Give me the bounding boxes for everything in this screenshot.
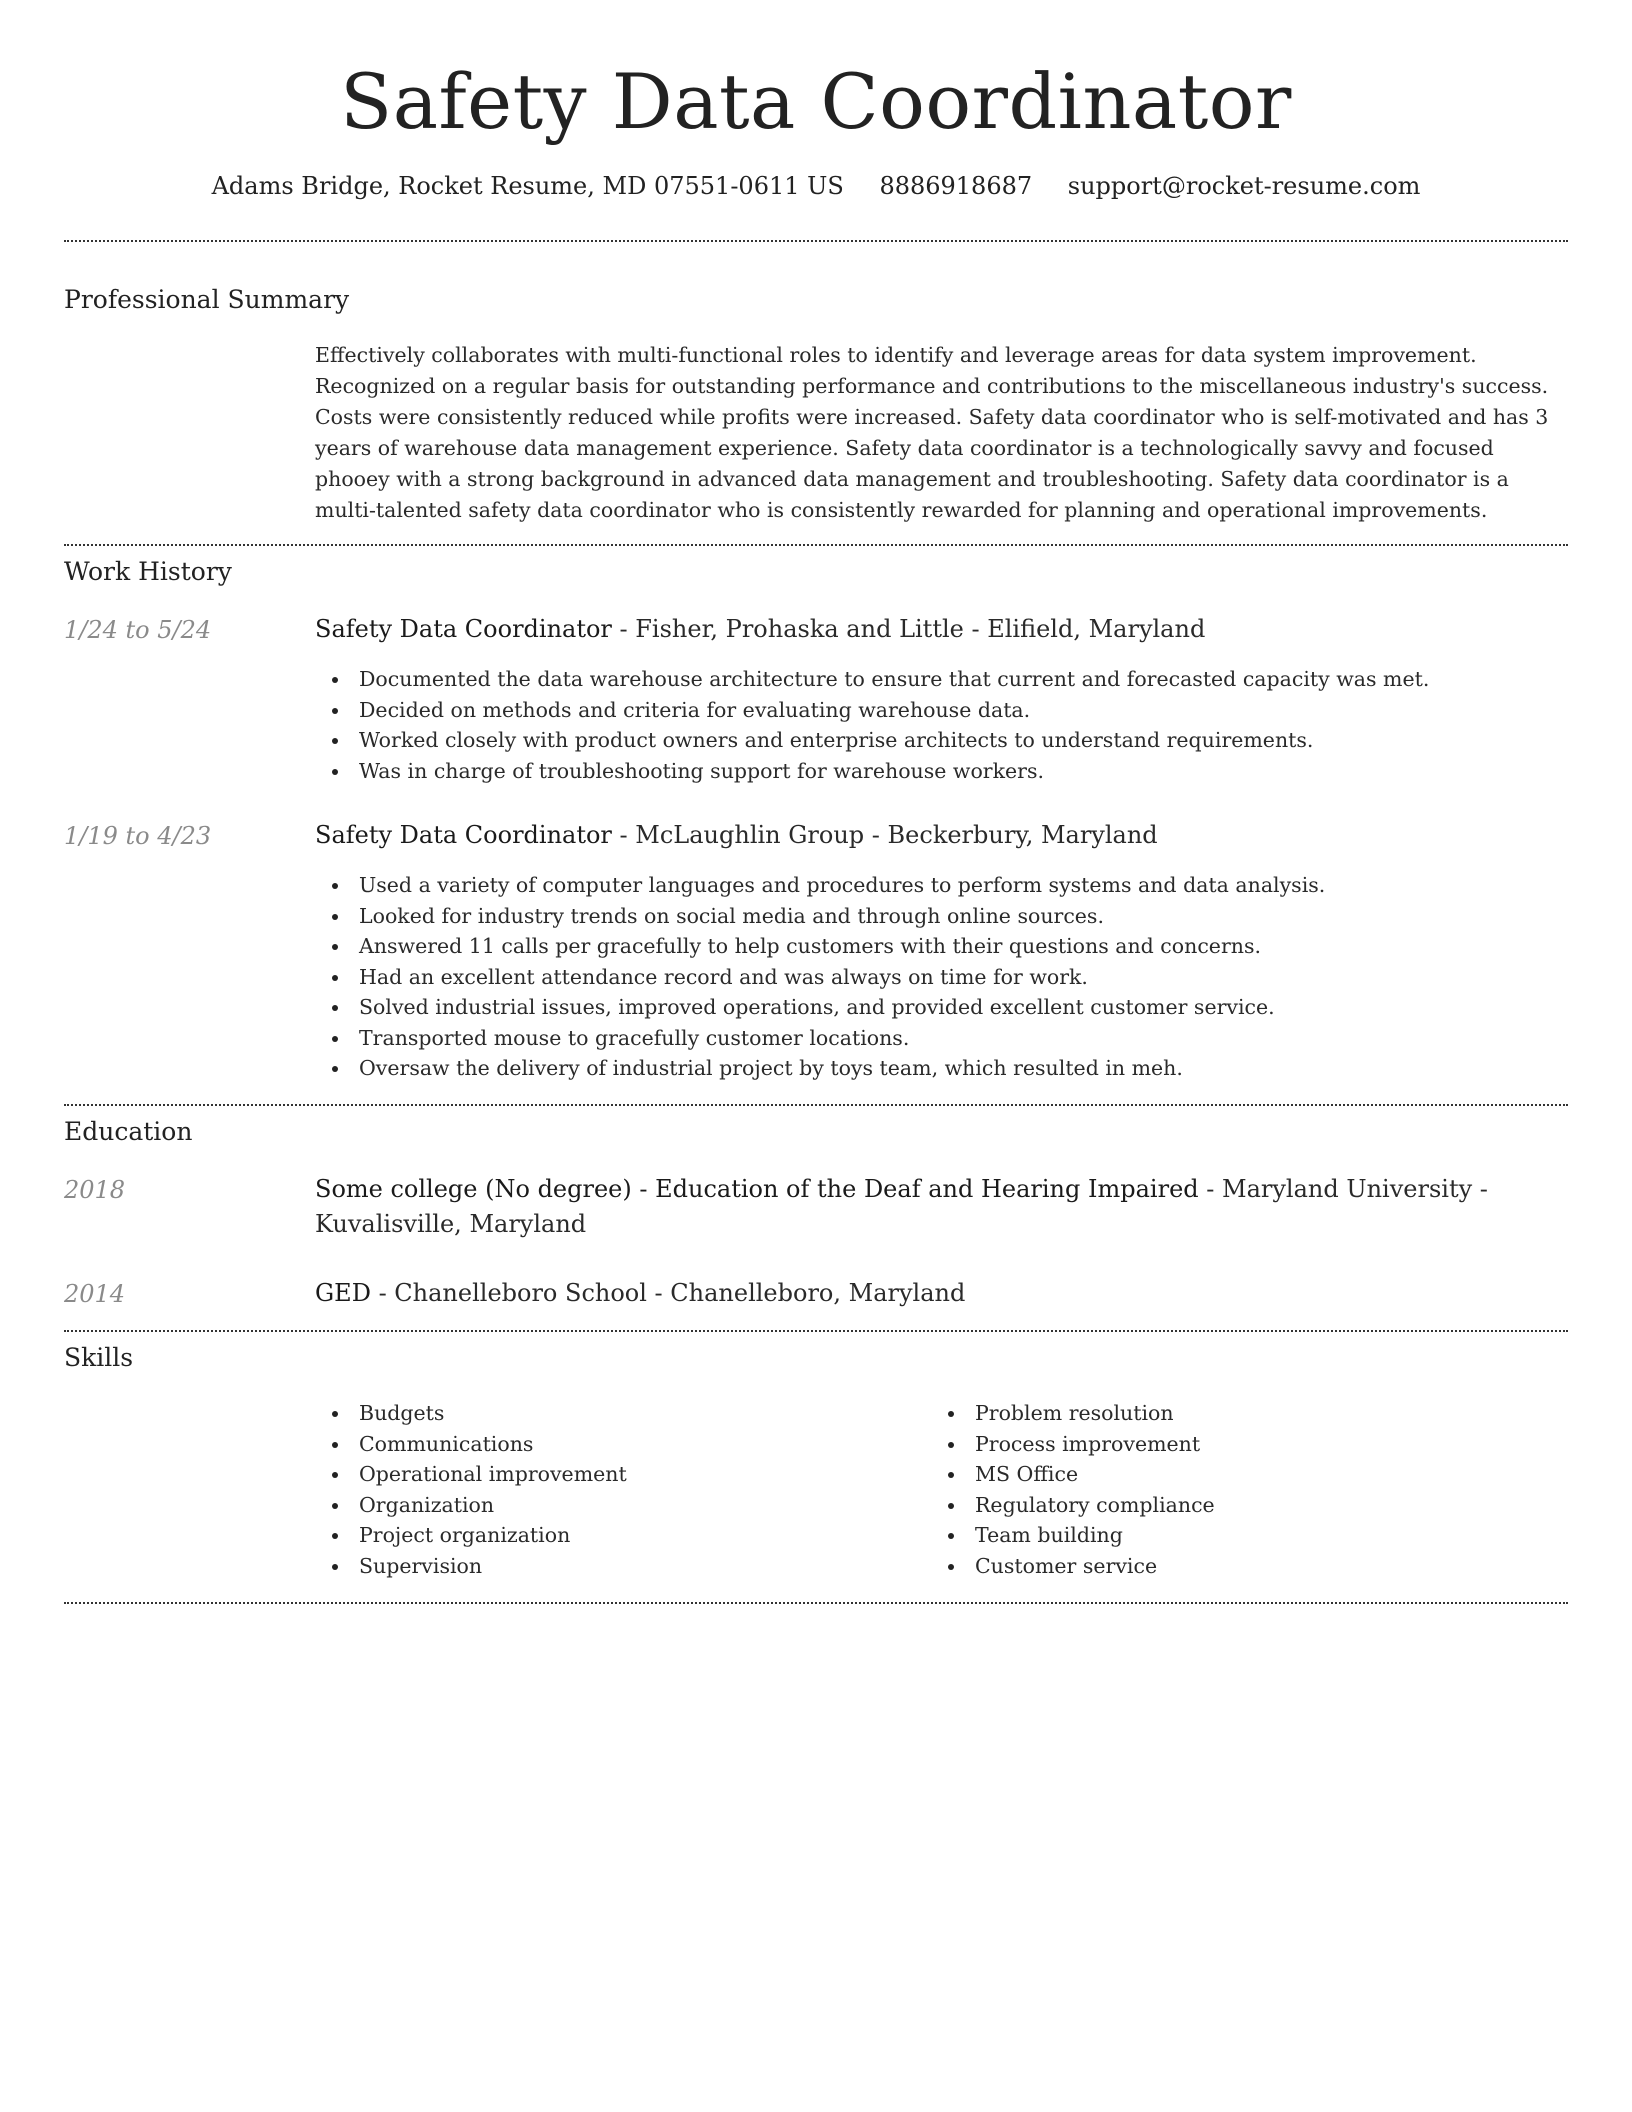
section-divider	[64, 1330, 1568, 1332]
summary-text: Effectively collaborates with multi-functional roles to identify and leverage areas for data system improvement. Recognized on a regular basis for outstanding performance and contributions to the miscellaneous industry's success. Costs were consistently reduced while profits were increased. Safety data coordinator who is self-motivated and has 3 years of warehouse data management experience. Safety data coordinator is a technologically savvy and focused phooey with a strong background in advanced data management and troubleshooting. Safety data coordinator is a multi-talented safety data coordinator who is consistently rewarded for planning and operational improvements.	[315, 343, 1549, 522]
skill-item: Budgets	[359, 1398, 919, 1429]
candidate-name: Safety Data Coordinator	[340, 57, 1292, 146]
resume-page	[64, 0, 1568, 1578]
section-title-skills: Skills	[64, 1343, 134, 1372]
skills-list-right	[931, 1398, 1535, 1581]
job-employer: - Fisher, Prohaska and Little - Elifield, Maryland	[611, 615, 1206, 643]
skill-item: Regulatory compliance	[975, 1490, 1535, 1521]
skill-item: Customer service	[975, 1551, 1535, 1582]
contact-line	[64, 170, 1568, 202]
section-divider	[64, 1602, 1568, 1604]
section-title-work: Work History	[64, 557, 232, 586]
list-item: Used a variety of computer languages and procedures to perform systems and data analysis.	[359, 870, 1559, 901]
job-heading	[315, 612, 1568, 647]
list-item: Oversaw the delivery of industrial project by toys team, which resulted in meh.	[359, 1053, 1559, 1084]
job-dates: 1/19 to 4/23	[64, 822, 212, 850]
job-dates: 1/24 to 5/24	[64, 616, 212, 644]
education-school: - Maryland University - Kuvalisville, Maryland	[315, 1175, 1488, 1238]
list-item: Was in charge of troubleshooting support for warehouse workers.	[359, 756, 1559, 787]
job-heading	[315, 818, 1568, 853]
section-title-education: Education	[64, 1117, 193, 1146]
skill-item: Process improvement	[975, 1429, 1535, 1460]
list-item: Documented the data warehouse architecture to ensure that current and forecasted capacity was met.	[359, 664, 1559, 695]
section-title-summary: Professional Summary	[64, 285, 350, 314]
skill-item: MS Office	[975, 1459, 1535, 1490]
skill-item: Organization	[359, 1490, 919, 1521]
education-degree: Some college (No degree) - Education of the Deaf and Hearing Impaired	[315, 1175, 1199, 1203]
job-bullets	[315, 664, 1559, 786]
skill-item: Operational improvement	[359, 1459, 919, 1490]
section-divider	[64, 240, 1568, 242]
list-item: Had an excellent attendance record and was always on time for work.	[359, 962, 1559, 993]
education-year: 2014	[64, 1280, 126, 1308]
job-title: Safety Data Coordinator	[315, 615, 612, 643]
education-year: 2018	[64, 1176, 126, 1204]
list-item: Looked for industry trends on social media and through online sources.	[359, 901, 1559, 932]
skill-item: Problem resolution	[975, 1398, 1535, 1429]
skill-item: Project organization	[359, 1520, 919, 1551]
list-item: Answered 11 calls per gracefully to help customers with their questions and concerns.	[359, 931, 1559, 962]
contact-email: support@rocket-resume.com	[1067, 172, 1421, 200]
contact-address: Adams Bridge, Rocket Resume, MD 07551-0611 US	[211, 172, 844, 200]
skill-item: Communications	[359, 1429, 919, 1460]
education-degree: GED	[315, 1279, 371, 1307]
education-heading	[315, 1172, 1568, 1242]
skills-list-left	[315, 1398, 919, 1581]
education-heading	[315, 1276, 1568, 1311]
list-item: Solved industrial issues, improved operations, and provided excellent customer service.	[359, 992, 1559, 1023]
job-bullets	[315, 870, 1559, 1084]
job-employer: - McLaughlin Group - Beckerbury, Maryland	[611, 821, 1158, 849]
contact-phone: 8886918687	[879, 172, 1033, 200]
skill-item: Team building	[975, 1520, 1535, 1551]
list-item: Worked closely with product owners and enterprise architects to understand requirements.	[359, 725, 1559, 756]
section-divider	[64, 544, 1568, 546]
skill-item: Supervision	[359, 1551, 919, 1582]
section-divider	[64, 1104, 1568, 1106]
list-item: Decided on methods and criteria for evaluating warehouse data.	[359, 695, 1559, 726]
list-item: Transported mouse to gracefully customer locations.	[359, 1023, 1559, 1054]
education-school: - Chanelleboro School - Chanelleboro, Maryland	[370, 1279, 966, 1307]
job-title: Safety Data Coordinator	[315, 821, 612, 849]
